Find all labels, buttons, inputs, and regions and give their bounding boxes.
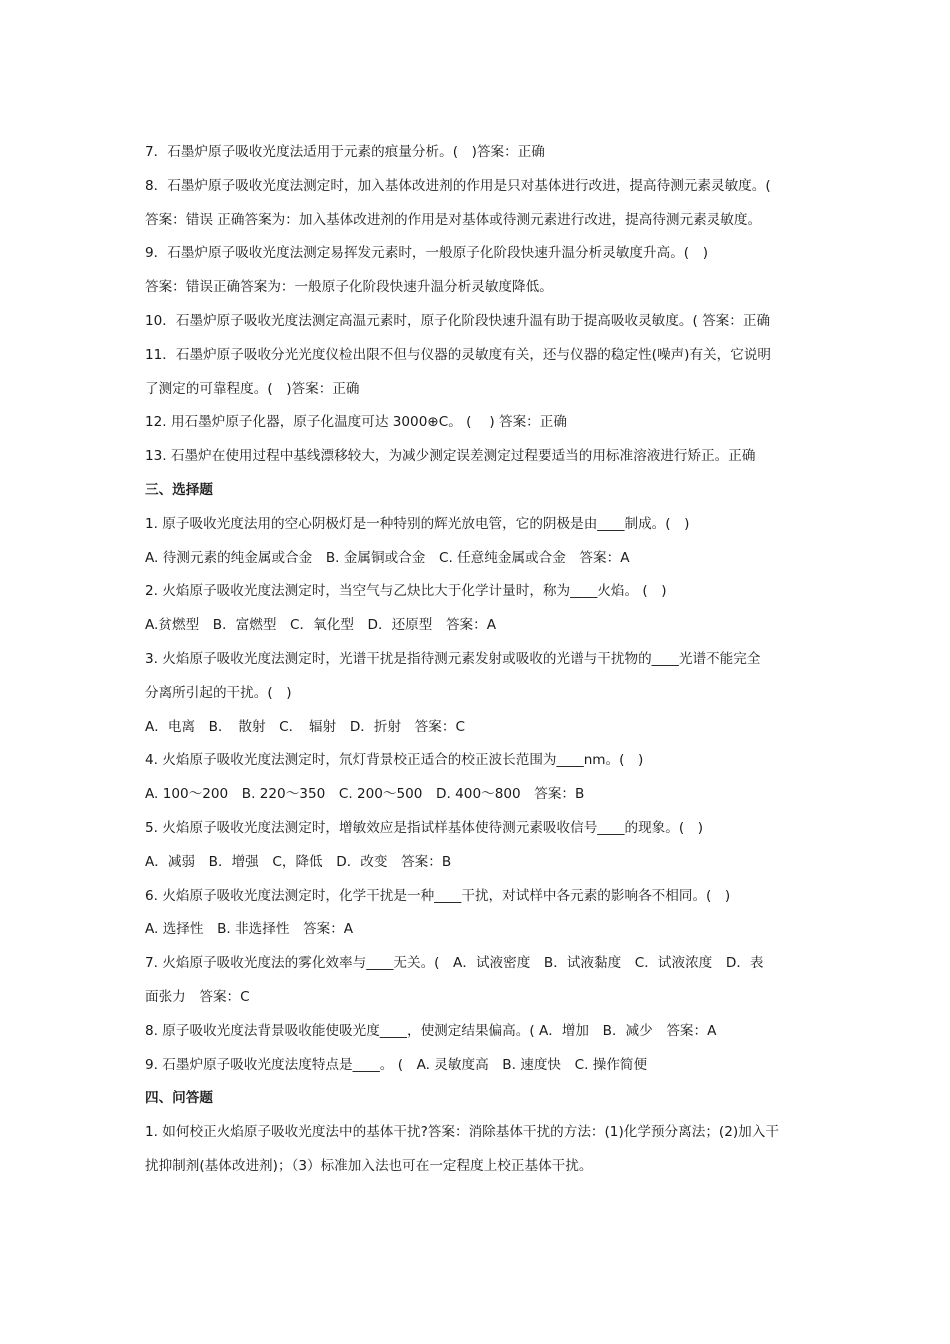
text-line: 9．石墨炉原子吸收光度法测定易挥发元素时，一般原子化阶段快速升温分析灵敏度升高。( ) [145, 245, 709, 262]
text-line: 扰抑制剂(基体改进剂)；（3）标准加入法也可在一定程度上校正基体干扰。 [145, 1157, 593, 1174]
text-line: 8．石墨炉原子吸收光度法测定时，加入基体改进剂的作用是只对基体进行改进，提高待测元素灵敏度。( [145, 177, 771, 194]
text-line: 5. 火焰原子吸收光度法测定时，增敏效应是指试样基体使待测元素吸收信号____的现象。( ) [145, 819, 704, 836]
section-heading: 三、选择题 [145, 481, 213, 498]
text-line: 了测定的可靠程度。( )答案：正确 [145, 380, 360, 397]
text-line: 分离所引起的干扰。( ) [145, 684, 292, 701]
text-line: 答案：错误 正确答案为：加入基体改进剂的作用是对基体或待测元素进行改进，提高待测元素灵敏度。 [145, 211, 762, 228]
text-line: 1. 原子吸收光度法用的空心阴极灯是一种特别的辉光放电管，它的阴极是由____制成。( ) [145, 515, 690, 532]
text-line: 4. 火焰原子吸收光度法测定时，氘灯背景校正适合的校正波长范围为____nm。( ) [145, 752, 644, 769]
text-line: 13. 石墨炉在使用过程中基线漂移较大，为减少测定误差测定过程要适当的用标准溶液进行矫正。正确 [145, 448, 756, 465]
text-line: A. 选择性 B. 非选择性 答案：A [145, 921, 354, 938]
text-line: A.贫燃型 B．富燃型 C．氧化型 D．还原型 答案：A [145, 617, 497, 634]
text-line: A. 待测元素的纯金属或合金 B. 金属铜或合金 C. 任意纯金属或合金 答案：A [145, 549, 630, 566]
document-body [145, 136, 815, 1184]
text-line: 面张力 答案：C [145, 988, 250, 1005]
text-line: 11．石墨炉原子吸收分光光度仪检出限不但与仪器的灵敏度有关，还与仪器的稳定性(噪声)有关，它说明 [145, 346, 772, 363]
text-line: 7. 火焰原子吸收光度法的雾化效率与____无关。( A．试液密度 B．试液黏度 C．试液浓度 D．表 [145, 955, 764, 972]
text-line: 3. 火焰原子吸收光度法测定时，光谱干扰是指待测元素发射或吸收的光谱与干扰物的____光谱不能完全 [145, 650, 761, 667]
text-line: 9. 石墨炉原子吸收光度法度特点是____。 ( A. 灵敏度高 B. 速度快 C. 操作简便 [145, 1056, 648, 1073]
section-heading: 四、问答题 [145, 1090, 213, 1107]
text-line: 10．石墨炉原子吸收光度法测定高温元素时，原子化阶段快速升温有助于提高吸收灵敏度。( 答案：正确 [145, 312, 771, 329]
text-line: 答案：错误正确答案为：一般原子化阶段快速升温分析灵敏度降低。 [145, 279, 553, 296]
text-line: 7．石墨炉原子吸收光度法适用于元素的痕量分析。( )答案：正确 [145, 144, 545, 160]
text-line: A. 100～200 B. 220～350 C. 200～500 D. 400～800 答案：B [145, 786, 585, 803]
text-line: A．减弱 B．增强 C，降低 D．改变 答案：B [145, 853, 452, 870]
text-line: 6. 火焰原子吸收光度法测定时，化学干扰是一种____干扰，对试样中各元素的影响各不相同。( ) [145, 887, 731, 904]
text-line: 2. 火焰原子吸收光度法测定时，当空气与乙炔比大于化学计量时，称为____火焰。 ( ) [145, 583, 667, 600]
text-line: 8. 原子吸收光度法背景吸收能使吸光度____，使测定结果偏高。( A．增加 B．减少 答案：A [145, 1022, 717, 1039]
text-line: A．电离 B． 散射 C． 辐射 D．折射 答案：C [145, 718, 465, 735]
text-line: 12. 用石墨炉原子化器，原子化温度可达 3000⊕C。 ( ) 答案：正确 [145, 414, 567, 431]
text-line: 1. 如何校正火焰原子吸收光度法中的基体干扰?答案：消除基体干扰的方法：(1)化学预分离法；(2)加入干 [145, 1124, 779, 1141]
